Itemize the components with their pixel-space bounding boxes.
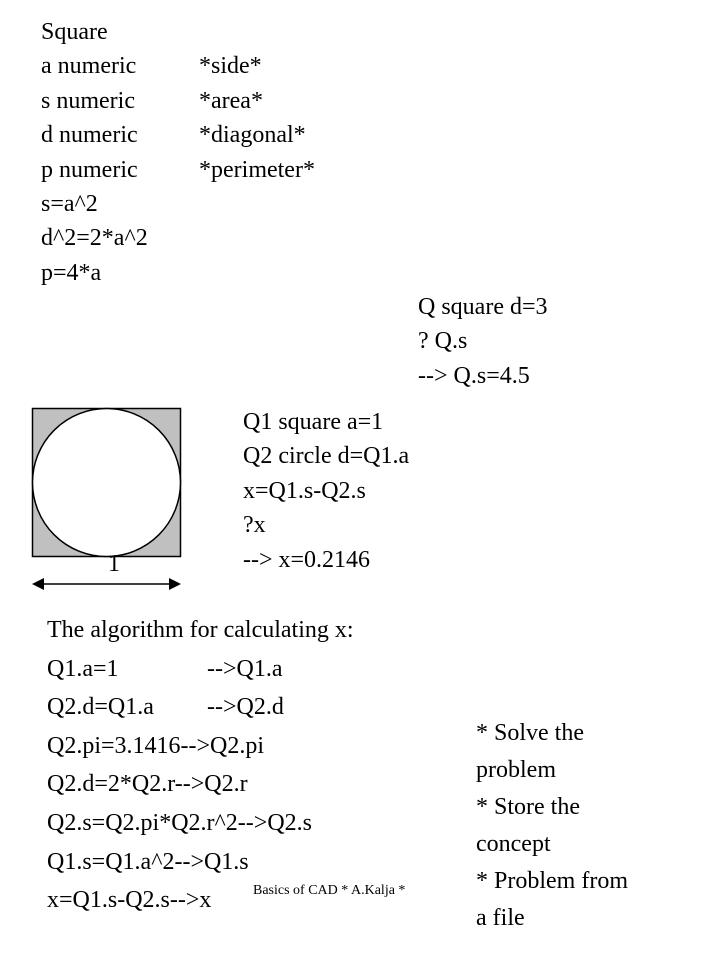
var-comment: *area*	[199, 87, 263, 114]
arrow-right-icon	[169, 578, 181, 590]
note-line: problem	[476, 757, 556, 783]
note-line: concept	[476, 831, 551, 857]
circle-shape	[33, 409, 181, 557]
query-line: ? Q.s	[418, 328, 468, 355]
step-result: -->Q2.d	[207, 694, 284, 721]
algorithm-step: x=Q1.s-Q2.s-->x	[47, 887, 212, 914]
var-line	[41, 153, 315, 187]
query-result: --> x=0.2146	[243, 546, 371, 573]
var-name: d numeric	[41, 122, 138, 149]
var-name: p numeric	[41, 156, 138, 183]
notes-list	[476, 715, 628, 937]
var-name: a numeric	[41, 53, 137, 80]
query-line: x=Q1.s-Q2.s	[243, 477, 366, 504]
square-circle-figure	[28, 404, 185, 596]
query-line: Q square d=3	[418, 294, 548, 320]
note-line: * Problem from	[476, 868, 628, 894]
var-comment: *side*	[199, 53, 262, 80]
var-comment: *diagonal*	[199, 122, 306, 149]
algorithm-step: Q2.s=Q2.pi*Q2.r^2-->Q2.s	[47, 809, 312, 836]
definition-title: Square	[41, 19, 108, 45]
algorithm-title: The algorithm for calculating x:	[47, 617, 354, 643]
note-line: * Solve the	[476, 720, 584, 746]
equation: p=4*a	[41, 259, 102, 286]
step-expr: Q1.a=1	[47, 655, 119, 682]
query-x-example	[243, 405, 409, 577]
query-line: Q2 circle d=Q1.a	[243, 443, 410, 470]
var-line	[41, 84, 263, 118]
algorithm-step	[47, 688, 354, 727]
query-result: --> Q.s=4.5	[418, 362, 530, 389]
square-definition	[41, 15, 315, 290]
var-line	[41, 118, 306, 152]
var-line	[41, 49, 262, 83]
algorithm-step: Q2.d=2*Q2.r-->Q2.r	[47, 771, 248, 798]
footer-credit: Basics of CAD * A.Kalja *	[253, 883, 406, 898]
equation: s=a^2	[41, 190, 98, 217]
note-line: * Store the	[476, 794, 580, 820]
query-line: Q1 square a=1	[243, 409, 384, 435]
algorithm-step: Q1.s=Q1.a^2-->Q1.s	[47, 848, 249, 875]
dimension-label: 1	[108, 551, 120, 577]
step-expr: Q2.d=Q1.a	[47, 694, 154, 721]
equation: d^2=2*a^2	[41, 225, 148, 252]
var-comment: *perimeter*	[199, 156, 315, 183]
step-result: -->Q1.a	[207, 655, 283, 682]
note-line: a file	[476, 905, 525, 931]
algorithm-step	[47, 650, 354, 689]
algorithm-block	[47, 611, 354, 920]
query-line: ?x	[243, 512, 266, 539]
query-diagonal-example	[418, 290, 548, 393]
algorithm-step: Q2.pi=3.1416-->Q2.pi	[47, 732, 265, 759]
arrow-left-icon	[32, 578, 44, 590]
var-name: s numeric	[41, 87, 135, 114]
